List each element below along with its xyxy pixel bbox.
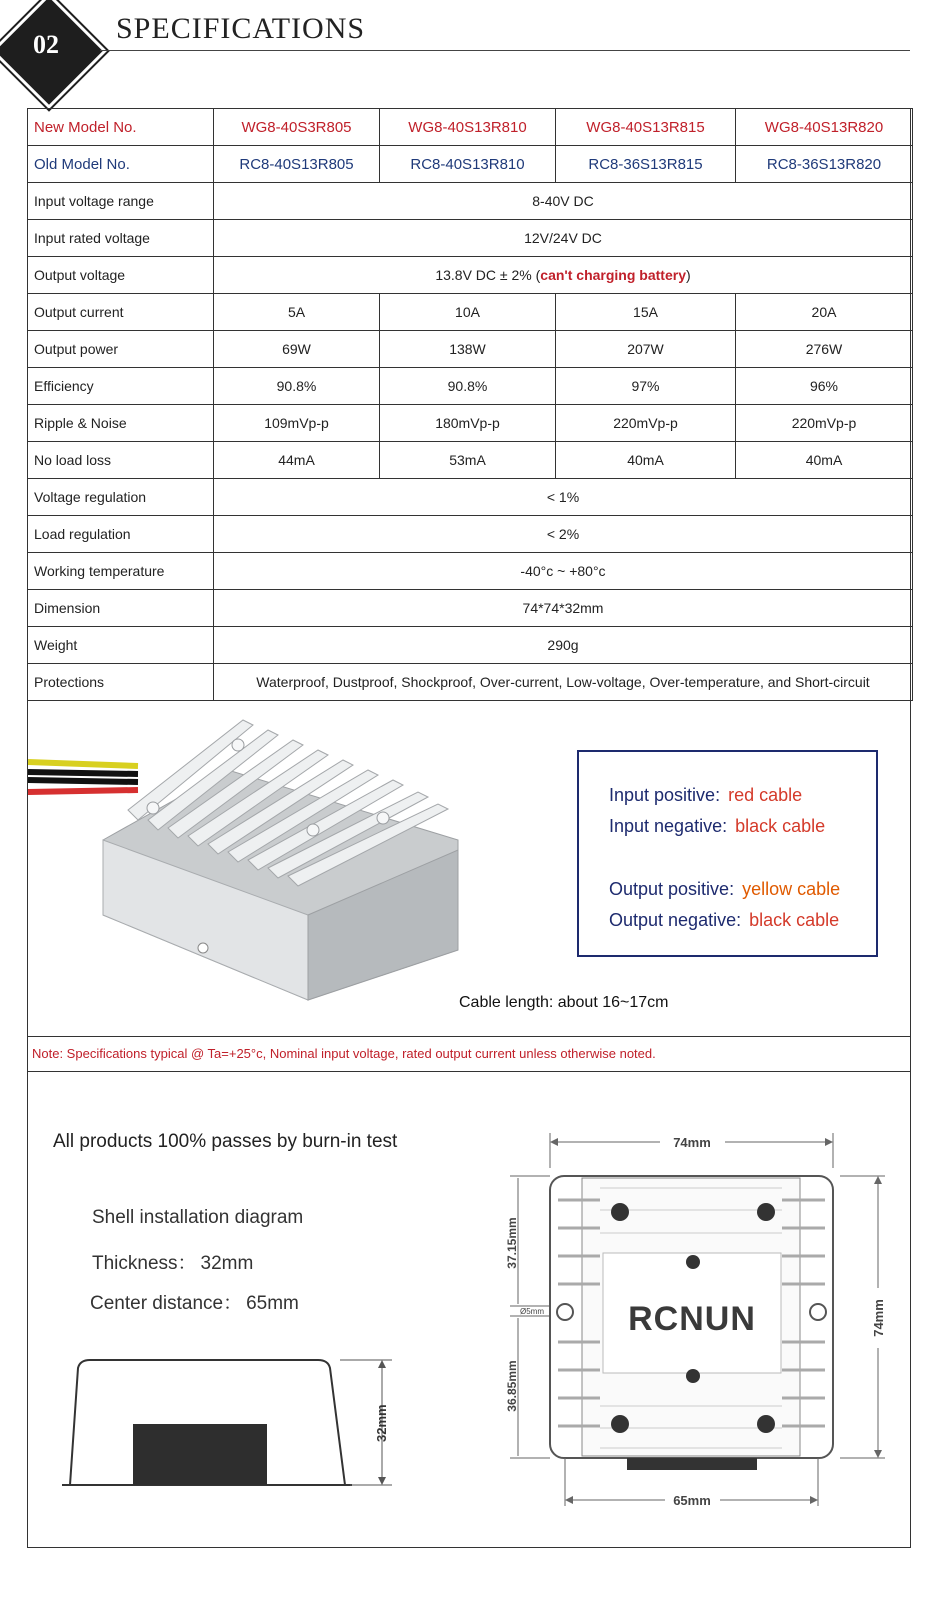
table-cell	[214, 257, 913, 294]
table-row	[28, 664, 913, 701]
table-cell: -40°c ~ +80°c	[214, 553, 913, 590]
top-offset-dim: 37.15mm	[505, 1217, 519, 1269]
output-negative-label: Output negative:	[609, 910, 742, 930]
table-row	[28, 294, 913, 331]
table-cell: 74*74*32mm	[214, 590, 913, 627]
thickness-value: 32mm	[200, 1253, 254, 1274]
table-cell: 10A	[380, 294, 556, 331]
top-view-dimension-diagram	[500, 1128, 900, 1518]
table-cell: WG8-40S3R805	[214, 109, 380, 146]
table-row	[28, 590, 913, 627]
table-cell: RC8-40S13R810	[380, 146, 556, 183]
table-row	[28, 405, 913, 442]
thickness-label: Thickness：	[92, 1253, 197, 1274]
battery-warning: can't charging battery	[540, 267, 686, 283]
table-cell: 40mA	[736, 442, 913, 479]
table-cell: 276W	[736, 331, 913, 368]
table-cell: Waterproof, Dustproof, Shockproof, Over-current, Low-voltage, Over-temperature, and Short-circuit	[214, 664, 913, 701]
table-row	[28, 627, 913, 664]
input-negative-line	[609, 816, 825, 837]
table-cell: 8-40V DC	[214, 183, 913, 220]
table-cell: 44mA	[214, 442, 380, 479]
output-positive-value: yellow cable	[742, 879, 841, 899]
output-positive-label: Output positive:	[609, 879, 735, 899]
table-row	[28, 146, 913, 183]
table-cell: 5A	[214, 294, 380, 331]
table-cell: 90.8%	[214, 368, 380, 405]
table-cell: RC8-36S13R815	[556, 146, 736, 183]
table-cell: < 2%	[214, 516, 913, 553]
cable-length: Cable length: about 16~17cm	[459, 994, 669, 1011]
spec-table	[27, 108, 913, 701]
row-label: Output power	[28, 331, 214, 368]
table-cell: 90.8%	[380, 368, 556, 405]
cable-info-box	[577, 750, 878, 957]
table-row	[28, 220, 913, 257]
input-negative-value: black cable	[735, 816, 826, 836]
table-cell: 40mA	[556, 442, 736, 479]
table-row	[28, 442, 913, 479]
center-distance-value: 65mm	[246, 1293, 299, 1314]
shell-diagram-title: Shell installation diagram	[92, 1207, 304, 1228]
input-negative-label: Input negative:	[609, 816, 728, 836]
side-thickness-dim: 32mm	[374, 1404, 389, 1442]
table-row	[28, 183, 913, 220]
table-row	[28, 331, 913, 368]
output-voltage-value: 13.8V DC ± 2% (	[435, 267, 541, 283]
table-cell: 97%	[556, 368, 736, 405]
hole-distance-dim: 65mm	[673, 1493, 711, 1508]
table-cell: 109mVp-p	[214, 405, 380, 442]
row-label: Efficiency	[28, 368, 214, 405]
page-title: SPECIFICATIONS	[116, 12, 366, 45]
burn-in-text: All products 100% passes by burn-in test	[53, 1131, 398, 1152]
center-distance-text	[90, 1288, 299, 1315]
brand-logo: RCNUN	[628, 1300, 756, 1338]
table-cell: 69W	[214, 331, 380, 368]
table-cell: WG8-40S13R815	[556, 109, 736, 146]
row-label: New Model No.	[28, 109, 214, 146]
row-label: Dimension	[28, 590, 214, 627]
row-label: Old Model No.	[28, 146, 214, 183]
table-row	[28, 368, 913, 405]
divider	[28, 1071, 911, 1072]
section-header	[0, 0, 945, 100]
row-label: Output current	[28, 294, 214, 331]
output-negative-line	[609, 910, 839, 931]
table-row	[28, 479, 913, 516]
table-row	[28, 257, 913, 294]
table-row	[28, 109, 913, 146]
spec-note: Note: Specifications typical @ Ta=+25°c, Nominal input voltage, rated output current unless otherwise noted.	[32, 1046, 656, 1061]
section-number: 02	[33, 30, 59, 59]
input-positive-value: red cable	[728, 785, 803, 805]
table-cell: 53mA	[380, 442, 556, 479]
row-label: Load regulation	[28, 516, 214, 553]
row-label: Weight	[28, 627, 214, 664]
center-distance-label: Center distance：	[90, 1293, 243, 1314]
converter-product-image	[28, 700, 468, 1020]
table-cell: WG8-40S13R810	[380, 109, 556, 146]
row-label: Working temperature	[28, 553, 214, 590]
table-cell: 20A	[736, 294, 913, 331]
table-cell: 220mVp-p	[736, 405, 913, 442]
table-cell: < 1%	[214, 479, 913, 516]
table-row	[28, 553, 913, 590]
hole-diameter-dim: Ø5mm	[520, 1307, 544, 1316]
row-label: Voltage regulation	[28, 479, 214, 516]
input-positive-line	[609, 785, 802, 806]
table-cell: 207W	[556, 331, 736, 368]
divider	[28, 1036, 911, 1037]
table-cell: 12V/24V DC	[214, 220, 913, 257]
table-cell: 15A	[556, 294, 736, 331]
table-cell: RC8-36S13R820	[736, 146, 913, 183]
table-cell: WG8-40S13R820	[736, 109, 913, 146]
row-label: Input rated voltage	[28, 220, 214, 257]
thickness-text	[92, 1248, 253, 1275]
input-positive-label: Input positive:	[609, 785, 721, 805]
output-voltage-close: )	[685, 267, 691, 283]
row-label: Ripple & Noise	[28, 405, 214, 442]
row-label: Input voltage range	[28, 183, 214, 220]
table-cell: RC8-40S13R805	[214, 146, 380, 183]
header-divider	[100, 50, 910, 51]
table-row	[28, 516, 913, 553]
table-cell: 290g	[214, 627, 913, 664]
output-positive-line	[609, 879, 840, 900]
row-label: No load loss	[28, 442, 214, 479]
height-dim: 74mm	[871, 1299, 886, 1337]
table-cell: 220mVp-p	[556, 405, 736, 442]
bottom-offset-dim: 36.85mm	[505, 1360, 519, 1412]
side-profile-diagram	[60, 1350, 400, 1500]
table-cell: 180mVp-p	[380, 405, 556, 442]
row-label: Output voltage	[28, 257, 214, 294]
output-negative-value: black cable	[749, 910, 840, 930]
width-dim: 74mm	[673, 1135, 711, 1150]
table-cell: 96%	[736, 368, 913, 405]
table-cell: 138W	[380, 331, 556, 368]
row-label: Protections	[28, 664, 214, 701]
